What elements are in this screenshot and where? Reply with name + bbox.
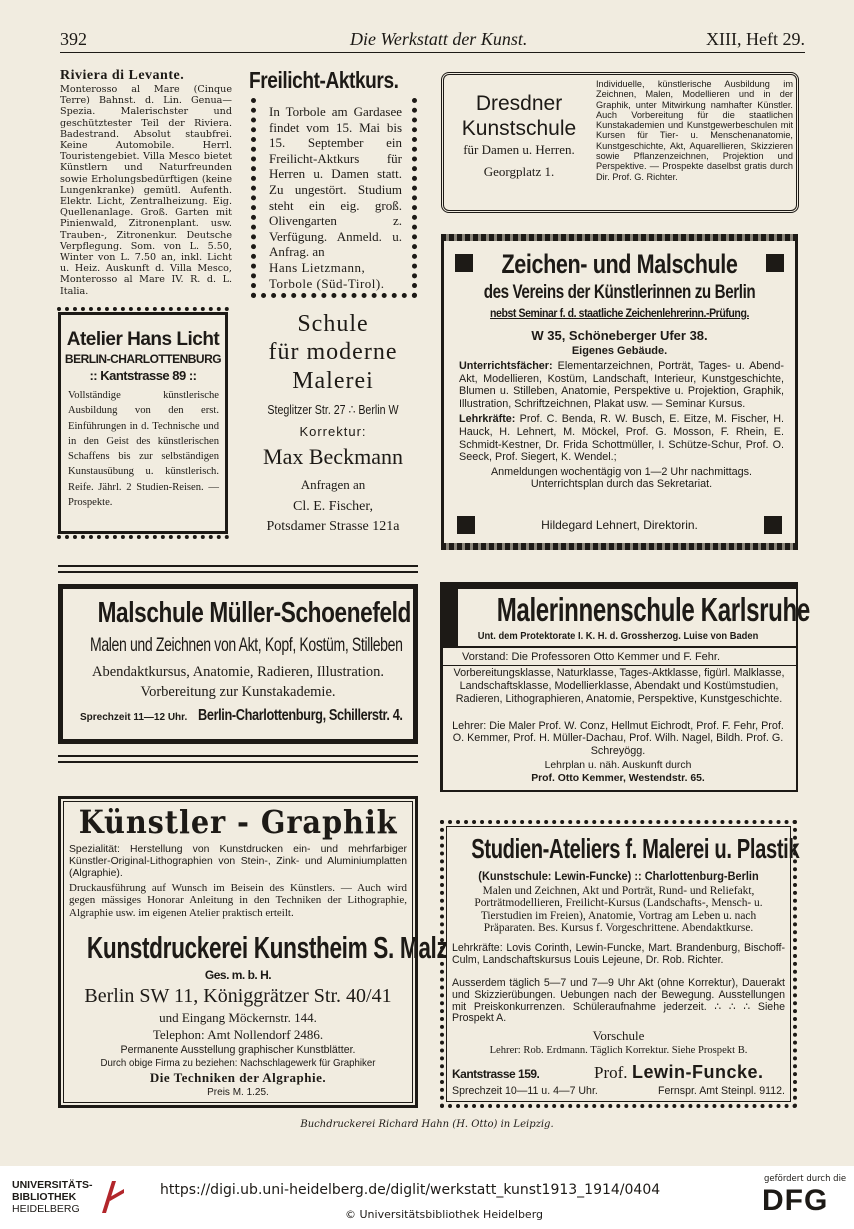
- karlsruhe-rule: [440, 646, 796, 648]
- zeichen-teachers-label: Lehrkräfte:: [459, 413, 516, 426]
- zeichen-top-band: [441, 234, 798, 241]
- zeichen-subjects-text: Elementarzeichnen, Porträt, Tages- u. Abend-Akt, Modellieren, Kostüm, Landschaft, Interieur, Kunstgeschichte, Blumen u. Stilleben, Anatomie, Perspektive u. Projektion, Graphik, Illustration, Schriftzeichnen, Plakat usw. — Seminar Kursus.: [459, 360, 785, 410]
- moderne-contact-addr: Potsdamer Strasse 121a: [266, 519, 400, 534]
- karlsruhe-plan: Lehrplan u. näh. Auskunft durch: [544, 760, 692, 771]
- dresden-address: Georgplatz 1.: [483, 164, 555, 179]
- dresden-left: [450, 91, 588, 185]
- studien-prof-name: Lewin-Funcke.: [632, 1062, 764, 1082]
- graphik-execution: Druckausführung auf Wunsch im Beisein des Künstlers. — Auch wird gegen mässiges Honorar Anleitung in den Techniken der Lithographie, Algraphie usw. im eigenen Atelier praktisch erteilt.: [69, 882, 407, 919]
- library-name-2: BIBLIOTHEK: [12, 1191, 77, 1203]
- graphik-company: Kunstdruckerei Kunstheim S. Malz: [86, 930, 448, 965]
- header-rule: [60, 52, 805, 53]
- graphik-phone: Telephon: Amt Nollendorf 2486.: [152, 1027, 324, 1042]
- dresden-audience: für Damen u. Herren.: [463, 142, 575, 157]
- moderne-address: Steglitzer Str. 27 ∴ Berlin W: [267, 402, 399, 417]
- studien-street: Kantstrasse 159.: [452, 1067, 540, 1081]
- karlsruhe-rule-2: [440, 665, 796, 666]
- licht-bottom-dots: [57, 535, 229, 539]
- karlsruhe-board: Vorstand: Die Professoren Otto Kemmer und F. Fehr.: [462, 651, 721, 663]
- studien-vorschule: Vorschule: [592, 1028, 645, 1043]
- document-url-link[interactable]: https://digi.ub.uni-heidelberg.de/diglit/werkstatt_kunst1913_1914/0404: [160, 1182, 661, 1198]
- zeichen-teachers: [459, 413, 784, 463]
- zeichen-plan: Unterrichtsplan durch das Sekretariat.: [530, 478, 713, 491]
- mueller-address: Berlin-Charlottenburg, Schillerstr. 4.: [198, 707, 403, 724]
- ad-karlsruhe: [440, 582, 810, 792]
- dfg-logo: DFG: [762, 1184, 829, 1217]
- dresden-description: Individuelle, künstlerische Ausbildung im Zeichnen, Malen, Modellieren und in der Graphik, unter Mitwirkung namhafter Künstler. Auch Vorbereitung für die staatlichen Kunstakademien und Kunstgewerbeschulen mit Kursen für Tier- u. Menschenanatomie, Kunstgeschichte, Akt, Aquarellieren, Skizzieren sowie Pflanzenzeichnen, Projektion und Perspektive. — Prospekte daselbst gratis durch Dir. Prof. G. Richter.: [596, 79, 793, 182]
- ad-zeichen-malschule: [441, 234, 798, 550]
- zeichen-registration: Anmeldungen wochentägig von 1—2 Uhr nachmittags.: [490, 465, 753, 478]
- issue-number: XIII, Heft 29.: [706, 29, 805, 49]
- studien-extra: Ausserdem täglich 5—7 und 7—9 Uhr Akt (ohne Korrektur), Dauerakt und Skizzierübungen. Uebungen nach der Bewegung. Ausstellungen mit Preiskonkurrenzen. Schüleraufnahme jederzeit. ∴ ∴ ∴ Siehe Prospekt A.: [452, 977, 785, 1025]
- library-logo: [12, 1177, 127, 1221]
- studien-prof-label: Prof.: [594, 1063, 628, 1082]
- library-bar: [0, 1166, 854, 1229]
- studien-title: Studien-Ateliers f. Malerei u. Plastik: [471, 833, 800, 864]
- zeichen-square-left: [455, 254, 473, 272]
- graphik-price: Preis M. 1.25.: [207, 1087, 269, 1098]
- ad-riviera: [60, 68, 232, 300]
- studien-hours: Sprechzeit 10—11 u. 4—7 Uhr.: [452, 1085, 598, 1097]
- zeichen-address: W 35, Schöneberger Ufer 38.: [531, 328, 708, 343]
- moderne-anfragen: Anfragen an: [300, 477, 366, 492]
- zeichen-subjects: [459, 360, 784, 410]
- ad-freilicht: [249, 66, 419, 300]
- zeichen-square-right: [766, 254, 784, 272]
- ad-moderne-malerei: [240, 310, 426, 542]
- graphik-speciality: Spezialität: Herstellung von Kunstdrucken ein- und mehrfarbiger Künstler-Original-Lithographien von Stein-, Zink- und Aluminiumplatten (Algraphie).: [69, 844, 407, 880]
- moderne-title-1: Schule: [297, 311, 369, 337]
- mueller-top-rule: [58, 565, 418, 573]
- riviera-title: Riviera di Levante.: [60, 68, 185, 83]
- printer-footer: Buchdruckerei Richard Hahn (H. Otto) in Leipzig.: [300, 1119, 554, 1130]
- graphik-reference: Durch obige Firma zu beziehen: Nachschlagewerk für Graphiker: [100, 1058, 376, 1069]
- zeichen-body: [459, 360, 784, 491]
- karlsruhe-teachers: Lehrer: Die Maler Prof. W. Conz, Hellmut Eichrodt, Prof. F. Fehr, Prof. O. Kemmer, Prof. H. Müller-Dachau, Prof. Wilh. Nagel, Bildh. Prof. G. Schreyögg.: [452, 720, 784, 757]
- karlsruhe-protectorate: Unt. dem Protektorate I. K. H. d. Grossherzog. Luise von Baden: [477, 631, 759, 642]
- moderne-korrektur-label: Korrektur:: [299, 424, 367, 439]
- mueller-bottom-rule: [58, 755, 418, 763]
- riviera-body: Monterosso al Mare (Cinque Terre) Bahnst. d. Lin. Genua—Spezia. Malerischster und geschütztester Teil der Riviera. Badestrand. Absolut staubfrei. Keine Automobile. Herrl. Touristengebiet. Villa Mesco bietet Künstlern und Naturfreunden sowie Erholungsbedürftigen (keine Lungenkranke) gemütl. Aufenth. Elektr. Licht, Zentralheizung. Eig. Quellenanlage. Groß. Garten mit Pinienwald, Zitronenplant. usw. Trauben-, Zitronenkur. Deutsche Verpflegung. Som. von L. 5.50, Winter von L. 7.50 an, inkl. Licht u. Heiz. Auskunft d. Villa Mesco, Monterosso al Mare IV. R. d. L. Italia.: [60, 84, 232, 297]
- moderne-korrektur-name: Max Beckmann: [263, 444, 403, 469]
- dresden-name-1: Dresdner: [475, 92, 563, 115]
- graphik-entrance: und Eingang Möckernstr. 144.: [159, 1010, 317, 1025]
- moderne-title-2: für moderne: [268, 339, 398, 365]
- page-number: 392: [60, 29, 87, 49]
- zeichen-title: Zeichen- und Malschule: [501, 249, 738, 279]
- page-header: [60, 27, 805, 53]
- karlsruhe-top-bar: [440, 584, 796, 589]
- ad-hans-licht: [58, 312, 228, 534]
- licht-top-dots: [57, 307, 229, 311]
- funding-text: gefördert durch die: [764, 1174, 847, 1184]
- licht-city: BERLIN-CHARLOTTENBURG: [64, 352, 222, 366]
- studien-teachers: Lehrkräfte: Lovis Corinth, Lewin-Funcke, Mart. Brandenburg, Bischoff-Culm, Landschaftskursus Louis Lejeune, Dr. Rob. Richter.: [452, 942, 785, 967]
- moderne-title-3: Malerei: [292, 368, 374, 394]
- freilicht-body: In Torbole am Gardasee findet vom 15. Mai bis 15. September ein Freilicht-Aktkurs für Herren u. Damen statt. Zu ungestört. Studium steht ein eig. groß. Olivengarten z. Verfügung. Anmeld. u. Anfrag. an: [269, 104, 402, 260]
- ad-studien-ateliers: [440, 820, 800, 1108]
- studien-vorschule-teacher: Lehrer: Rob. Erdmann. Täglich Korrektur. Siehe Prospekt B.: [489, 1045, 748, 1056]
- ad-mueller-schoenefeld: [58, 562, 418, 766]
- freilicht-title: Freilicht-Aktkurs.: [249, 67, 399, 93]
- studien-body: Malen und Zeichnen, Akt und Porträt, Rund- und Reliefakt, Porträtmodellieren, Freilicht-Kursus (Landschafts-, Mensch- u. Tierstudien im Freien), Anatomie, Vortrag am Leben u. nach Präparaten. Bes. Kursus f. Vorgeschrittene. Abendaktkurse.: [474, 885, 763, 935]
- studien-school: (Kunstschule: Lewin-Funcke) :: Charlottenburg-Berlin: [478, 869, 759, 883]
- library-name-1: UNIVERSITÄTS-: [12, 1179, 93, 1191]
- zeichen-subjects-label: Unterrichtsfächer:: [459, 360, 553, 372]
- zeichen-seminar: nebst Seminar f. d. staatliche Zeichenlehrerinn.-Prüfung.: [490, 306, 749, 320]
- ad-kuenstler-graphik: [58, 796, 448, 1108]
- mueller-subtitle: Malen und Zeichnen von Akt, Kopf, Kostüm, Stilleben: [90, 635, 403, 656]
- library-emblem-icon: [98, 1177, 128, 1217]
- copyright-text: © Universitätsbibliothek Heidelberg: [345, 1208, 544, 1221]
- graphik-legal: Ges. m. b. H.: [204, 968, 272, 982]
- graphik-title: Künstler - Graphik: [78, 803, 398, 841]
- karlsruhe-left-bar: [440, 584, 458, 648]
- graphik-book: Die Techniken der Algraphie.: [149, 1070, 327, 1085]
- graphik-exhibition: Permanente Ausstellung graphischer Kunstblätter.: [120, 1044, 356, 1056]
- ad-dresden: [441, 72, 799, 213]
- zeichen-subtitle: des Vereins der Künstlerinnen zu Berlin: [483, 282, 756, 303]
- freilicht-text: [269, 104, 402, 291]
- zeichen-building: Eigenes Gebäude.: [571, 345, 668, 357]
- mueller-body: Abendaktkursus, Anatomie, Radieren, Illustration. Vorbereitung zur Kunstakademie.: [92, 664, 384, 700]
- journal-title: Die Werkstatt der Kunst.: [350, 29, 528, 49]
- zeichen-bottom-band: [441, 543, 798, 550]
- karlsruhe-title: Malerinnenschule Karlsruhe: [496, 591, 810, 628]
- studien-phone: Fernspr. Amt Steinpl. 9112.: [658, 1085, 785, 1097]
- mueller-title: Malschule Müller-Schoenefeld: [97, 597, 411, 629]
- licht-title: Atelier Hans Licht: [66, 329, 220, 350]
- zeichen-teachers-text: Prof. C. Benda, R. W. Busch, E. Eitze, M. Fischer, H. Hauck, H. Lehnert, M. Möckel, Prof. G. Mosson, F. Rhein, E. Schmidt-Kestner, Dr. Frida Schottmüller, I. Schütze-Schur, Prof. O. Seeck, Prof. Siegert, K. Wendel.;: [459, 413, 784, 464]
- mueller-hours: Sprechzeit 11—12 Uhr.: [80, 712, 188, 723]
- moderne-contact-name: Cl. E. Fischer,: [293, 499, 373, 514]
- licht-street: :: Kantstrasse 89 ::: [89, 368, 197, 383]
- dresden-name-2: Kunstschule: [461, 117, 577, 140]
- zeichen-director: Hildegard Lehnert, Direktorin.: [541, 518, 698, 532]
- licht-body: Vollständige künstlerische Ausbildung von den erst. Einführungen in d. Technische und in den Geist des künstlerischen Schaffens bis zur selbständigen Kunstausübung u. künstlerisch. Reife. Jährl. 2 Studien-Reisen. — Prospekte.: [68, 390, 219, 509]
- graphik-address: Berlin SW 11, Königgrätzer Str. 40/41: [84, 985, 392, 1007]
- freilicht-contact: Hans Lietzmann, Torbole (Süd-Tirol).: [269, 259, 385, 291]
- karlsruhe-classes: Vorbereitungsklasse, Naturklasse, Tages-Aktklasse, figürl. Malklasse, Landschaftsklasse, Modellierklasse, Abendakt und Kostümstudien, Radieren, Lithographieren, Anatomie, Perspektive, Kunstgeschichte.: [453, 667, 785, 705]
- karlsruhe-contact: Prof. Otto Kemmer, Westendstr. 65.: [531, 773, 705, 784]
- library-name-3: HEIDELBERG: [12, 1203, 80, 1215]
